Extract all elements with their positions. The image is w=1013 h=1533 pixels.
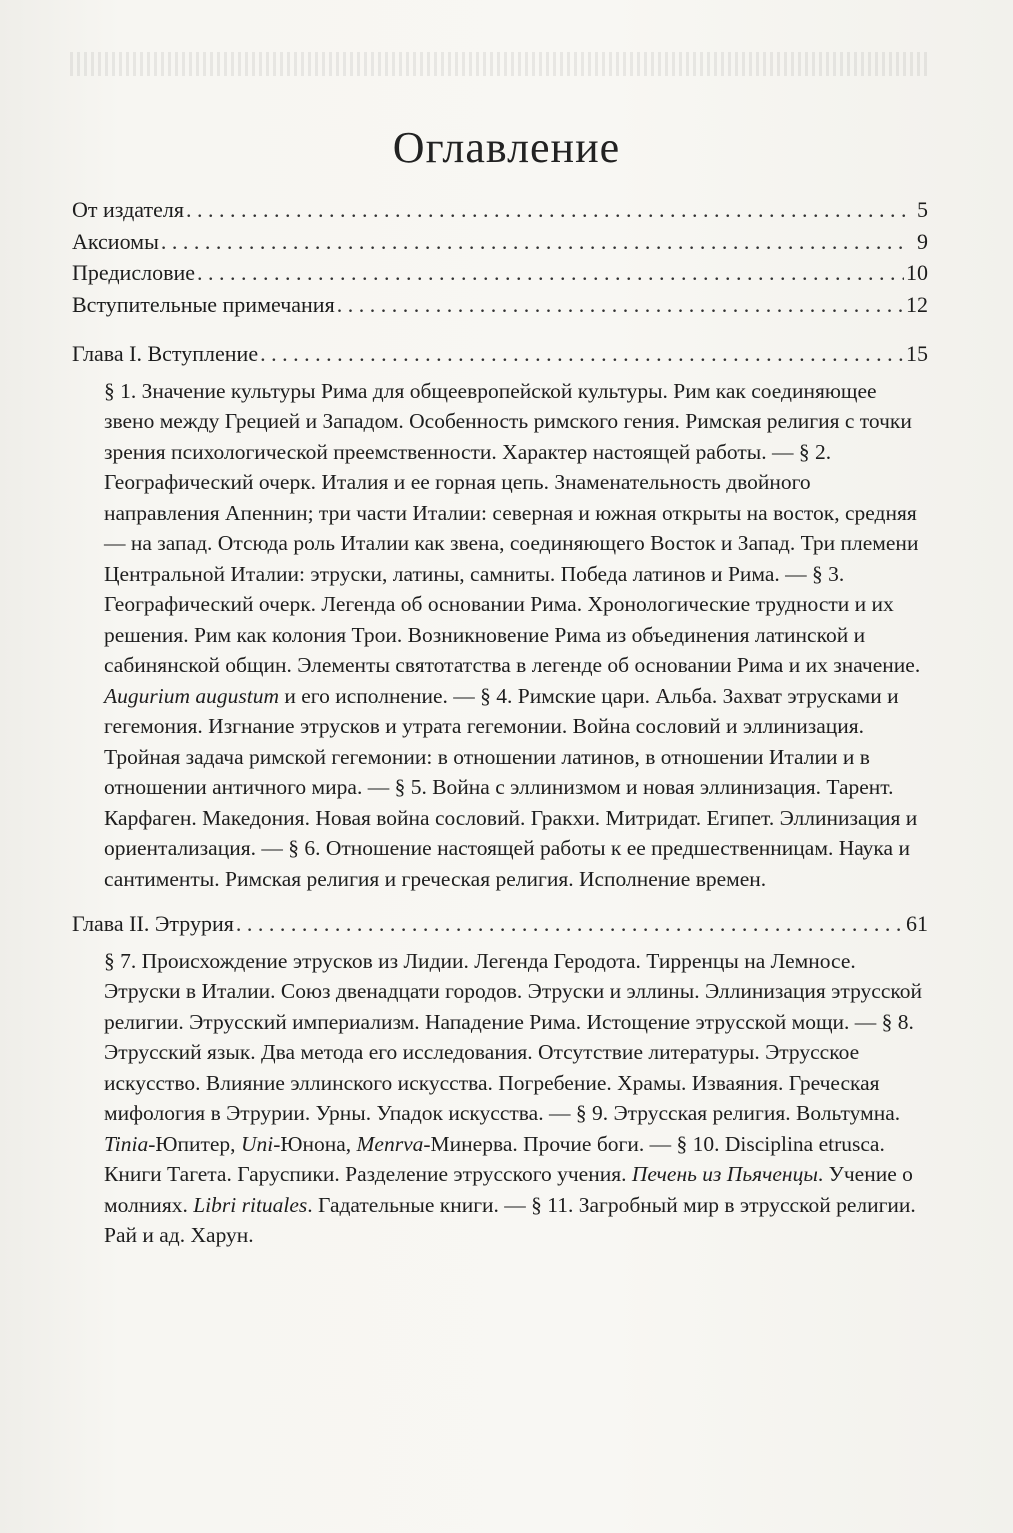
chapter-title: Глава II. Этрурия [72, 911, 234, 936]
toc-entry-chapter-1[interactable] [72, 338, 928, 370]
toc-heading: Оглавление [392, 123, 621, 172]
toc-entry-page: 12 [906, 291, 928, 317]
toc-entry-page: 5 [917, 197, 928, 222]
leader-dots [186, 194, 906, 226]
toc-entry-page: 10 [906, 260, 928, 285]
leader-dots [236, 908, 904, 940]
summary-italic: Uni [240, 1131, 274, 1156]
summary-italic: Libri rituales [193, 1192, 308, 1217]
toc-entry-axioms[interactable] [72, 226, 928, 258]
summary-text: -Минерва. Прочие боги. — § 10. Disciplina etrusca. Книги Тагета. Гаруспики. Разделение этрусского учения. [104, 1131, 885, 1186]
toc-entry-preface[interactable] [72, 257, 928, 289]
summary-italic: Tinia [104, 1131, 149, 1156]
toc-entry-label: Вступительные примечания [72, 291, 335, 317]
chapter-1-summary [104, 376, 930, 895]
summary-text: -Юнона, [273, 1131, 352, 1156]
toc-entry-page: 9 [917, 228, 928, 254]
summary-text: . Учение о молниях. [104, 1162, 913, 1217]
toc-entry-introductory-notes[interactable] [72, 289, 928, 321]
table-of-contents [72, 194, 928, 1251]
summary-text: -Юпитер, [148, 1131, 236, 1156]
leader-dots [161, 226, 906, 258]
chapter-title: Глава I. Вступление [72, 341, 259, 366]
chapter-page: 15 [906, 341, 928, 366]
summary-italic: Augurium augustum [104, 683, 279, 708]
chapter-2-summary [104, 946, 930, 1251]
leader-dots [260, 338, 904, 370]
chapter-page: 61 [906, 911, 928, 936]
summary-text: и его исполнение. — § 4. Римские цари. Альба. Захват этрусками и гегемония. Изгнание этрусков и утрата гегемонии. Война сословий и эллинизация. Тройная задача римской гегемонии: в отношении латинов, в отношении Италии и в отношении античного мира. — § 5. Война с эллинизмом и новая эллинизация. Тарент. Карфаген. Македония. Новая война сословий. Гракхи. Митридат. Египет. Эллинизация и ориентализация. — § 6. Отношение настоящей работы к ее предшественницам. Наука и сантименты. Римская религия и греческая религия. Исполнение времен. [104, 683, 918, 891]
toc-entry-label: Аксиомы [72, 228, 159, 254]
summary-text: . Гадательные книги. — § 11. Загробный мир в этрусской религии. Рай и ад. Харун. [104, 1192, 916, 1247]
toc-entry-publisher[interactable] [72, 194, 928, 226]
summary-italic: Menrva [356, 1131, 424, 1156]
toc-entry-label: Предисловие [72, 260, 195, 285]
summary-text: § 7. Происхождение этрусков из Лидии. Легенда Геродота. Тирренцы на Лемносе. Этруски в Италии. Союз двенадцати городов. Этруски и эллины. Эллинизация этрусской религии. Этрусский империализм. Нападение Рима. Истощение этрусской мощи. — § 8. Этрусский язык. Два метода его исследования. Отсутствие литературы. Этрусское искусство. Влияние эллинского искусства. Погребение. Храмы. Изваяния. Греческая мифология в Этрурии. Урны. Упадок искусства. — § 9. Этрусская религия. Вольтумна. [104, 948, 922, 1125]
leader-dots [197, 257, 904, 289]
toc-entry-chapter-2[interactable] [72, 908, 928, 940]
leader-dots [337, 289, 904, 321]
summary-text: § 1. Значение культуры Рима для общеевропейской культуры. Рим как соединяющее звено между Грецией и Западом. Особенность римского гения. Римская религия с точки зрения психологической преемственности. Характер настоящей работы. — § 2. Географический очерк. Италия и ее горная цепь. Знаменательность двойного направления Апеннин; три части Италии: северная и южная открыты на восток, средняя — на запад. Отсюда роль Италии как звена, соединяющего Восток и Запад. Три племени Центральной Италии: этруски, латины, самниты. Победа латинов и Рима. — § 3. Географический очерк. Легенда об основании Рима. Хронологические трудности и их решения. Рим как колония Трои. Возникновение Рима из объединения латинской и сабинянской общин. Элементы святотатства в легенде об основании Рима и их значение. [104, 378, 921, 677]
toc-entry-label: От издателя [72, 197, 184, 222]
spacer [72, 320, 928, 338]
bleed-through-text [70, 52, 930, 76]
spacer [72, 894, 928, 908]
summary-italic: Печень из Пьяченцы [631, 1162, 818, 1186]
